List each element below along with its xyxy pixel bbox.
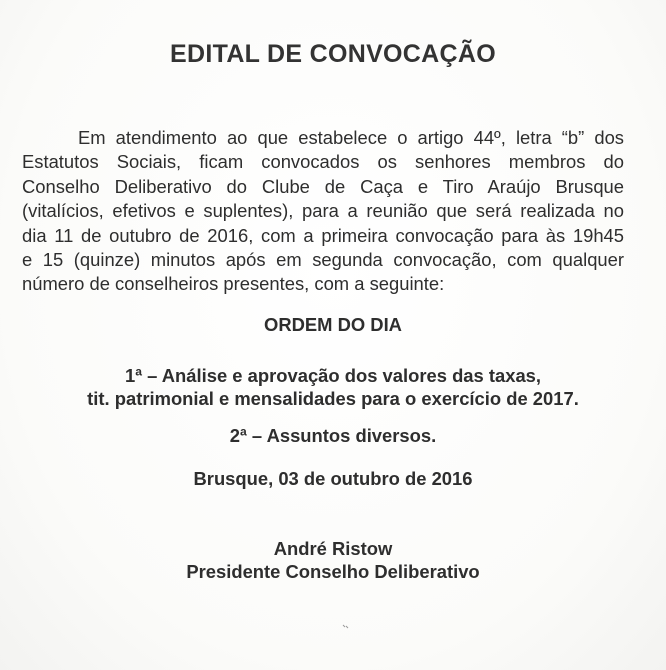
agenda-heading: ORDEM DO DIA	[264, 314, 402, 335]
paragraph-line: Estatutos Sociais, ficam convocados os senhores membros do	[22, 151, 624, 173]
agenda-item-2: 2ª – Assuntos diversos.	[229, 425, 437, 446]
paragraph-line: (vitalícios, efetivos e suplentes), para a reunião que será realizada no	[22, 200, 624, 222]
agenda-item-1-line-2: tit. patrimonial e mensalidades para o exercício de 2017.	[87, 388, 579, 409]
paragraph-line: e 15 (quinze) minutos após em segunda convocação, com qualquer	[22, 249, 624, 271]
paragraph-line: Em atendimento ao que estabelece o artigo 44º, letra “b” dos	[78, 127, 624, 148]
paragraph-line: dia 11 de outubro de 2016, com a primeira convocação para às 19h45	[22, 224, 624, 246]
paragraph-line: Conselho Deliberativo do Clube de Caça e Tiro Araújo Brusque	[22, 175, 624, 197]
paragraph-line: número de conselheiros presentes, com a seguinte:	[22, 273, 445, 295]
scan-speck-icon	[342, 624, 349, 630]
signer-name: André Ristow	[273, 538, 393, 559]
agenda-item-1-line-1: 1ª – Análise e aprovação dos valores das taxas,	[124, 365, 542, 386]
document-title: EDITAL DE CONVOCAÇÃO	[170, 40, 496, 68]
scan-speck	[342, 622, 349, 628]
convocation-paragraph	[22, 126, 624, 297]
place-date: Brusque, 03 de outubro de 2016	[193, 468, 473, 489]
signer-role: Presidente Conselho Deliberativo	[186, 561, 480, 582]
